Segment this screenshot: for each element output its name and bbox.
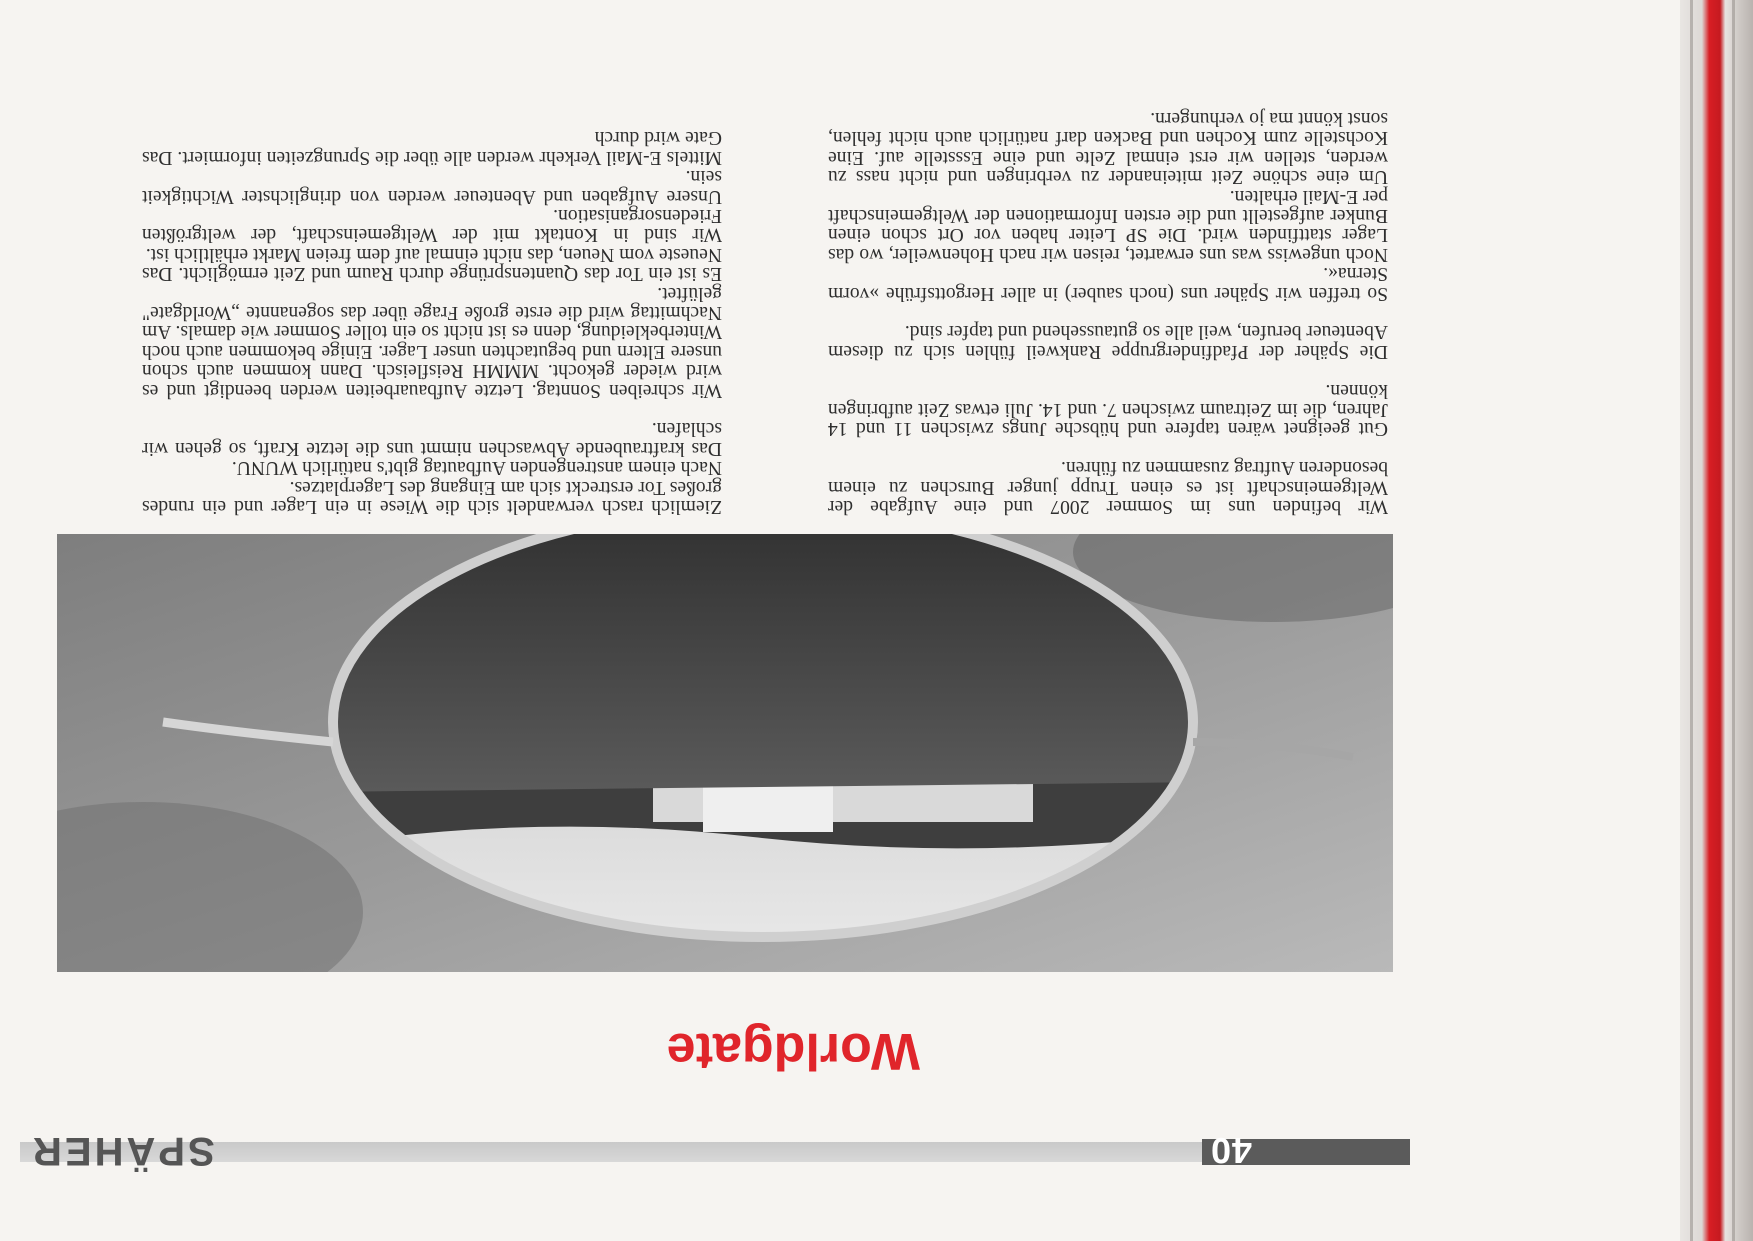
paragraph: Unsere Aufgaben und Abenteuer werden von dringlichster Wichtigkeit sein. — [142, 166, 722, 207]
paragraph: Noch ungewiss was uns erwartet, reisen wir nach Hohenweiler, wo das Lager stattfinden wird. Die SP Leiter haben vor Ort schon einen Bunker aufgestellt und die ersten Informationen der Weltgemeinschaft per E-Mail erhalten. — [828, 185, 1388, 265]
paragraph: Wir sind in Kontakt mit der Weltgemeinschaft, der weltgrößten Friedensorganisation. — [142, 204, 722, 246]
section-title: SPÄHER — [30, 1129, 215, 1173]
edge-line — [1690, 0, 1693, 1241]
paragraph: Ziemlich rasch verwandelt sich die Wiese in ein Lager und ein rundes großes Tor erstreckt sich am Eingang des Lagerplatzes. — [142, 476, 722, 517]
paragraph: Wir befinden uns im Sommer 2007 und eine Aufgabe der Weltgemeinschaft ist es einen Trupp junger Burschen zu einem besonderen Auftrag zusammen zu führen. — [828, 457, 1388, 517]
paragraph: Die Späher der Pfadfindergruppe Rankweil fühlen sich zu diesem Abenteuer berufen, weil alle so gutaussehend und tapfer sind. — [828, 321, 1388, 362]
paragraph: Mittels E-Mail Verkehr werden alle über die Sprungzeiten informiert. Das Gate wird durch — [142, 127, 722, 168]
paragraph: Nach einem anstrengenden Aufbautag gibt's natürlich WUNU. — [231, 457, 722, 479]
page-edge-stack — [1680, 0, 1753, 1241]
paragraph: Das kraftraubende Abwaschen nimmt uns die letzte Kraft, so gehen wir schlafen. — [142, 418, 722, 459]
text-column-right — [142, 109, 722, 517]
paragraph: So treffen wir Späher uns (noch sauber) in aller Hergottsfrühe »vorm Sterna«. — [828, 263, 1388, 304]
paragraph: Um eine schöne Zeit miteinander zu verbringen und nicht nass zu werden, stellen wir erst einmal Zelte und eine Essstelle auf. Eine Kochstelle zum Kochen und Backen darf natürlich auch nicht fehlen, sonst könnt ma jo verhungern. — [828, 107, 1388, 188]
paragraph: Gut geeignet wären tapfere und hübsche Jungs zwischen 11 und 14 Jahren, die im Zeitraum zwischen 7. und 14. Juli etwas Zeit aufbringen können. — [828, 379, 1388, 440]
text-column-left — [828, 89, 1388, 516]
page-number: 40 — [1210, 1130, 1253, 1171]
paragraph: Wir schreiben Sonntag. Letzte Aufbauarbeiten werden beendigt und es wird wieder gekocht. MMMH Reisfleisch. Dann kommen auch schon unsere Eltern und begutachten unser Lager. Einige bekommen auch noch Winterbekleidung, denn es ist nicht so ein toller Sommer wie damals. Am Nachmittag wird die erste große Frage über das sogenannte „Worldgate" gelüftet. — [142, 282, 722, 401]
edge-line — [1732, 0, 1735, 1241]
article-title: Worldgate — [666, 1022, 920, 1080]
page-number-box — [1202, 1130, 1410, 1171]
paragraph: Es ist ein Tor das Quantensprünge durch Raum und Zeit ermöglicht. Das Neueste vom Neuen, das nicht einmal auf dem freien Markt erhältlich ist. — [142, 243, 722, 285]
sunglasses-reflection-photo — [57, 534, 1393, 972]
